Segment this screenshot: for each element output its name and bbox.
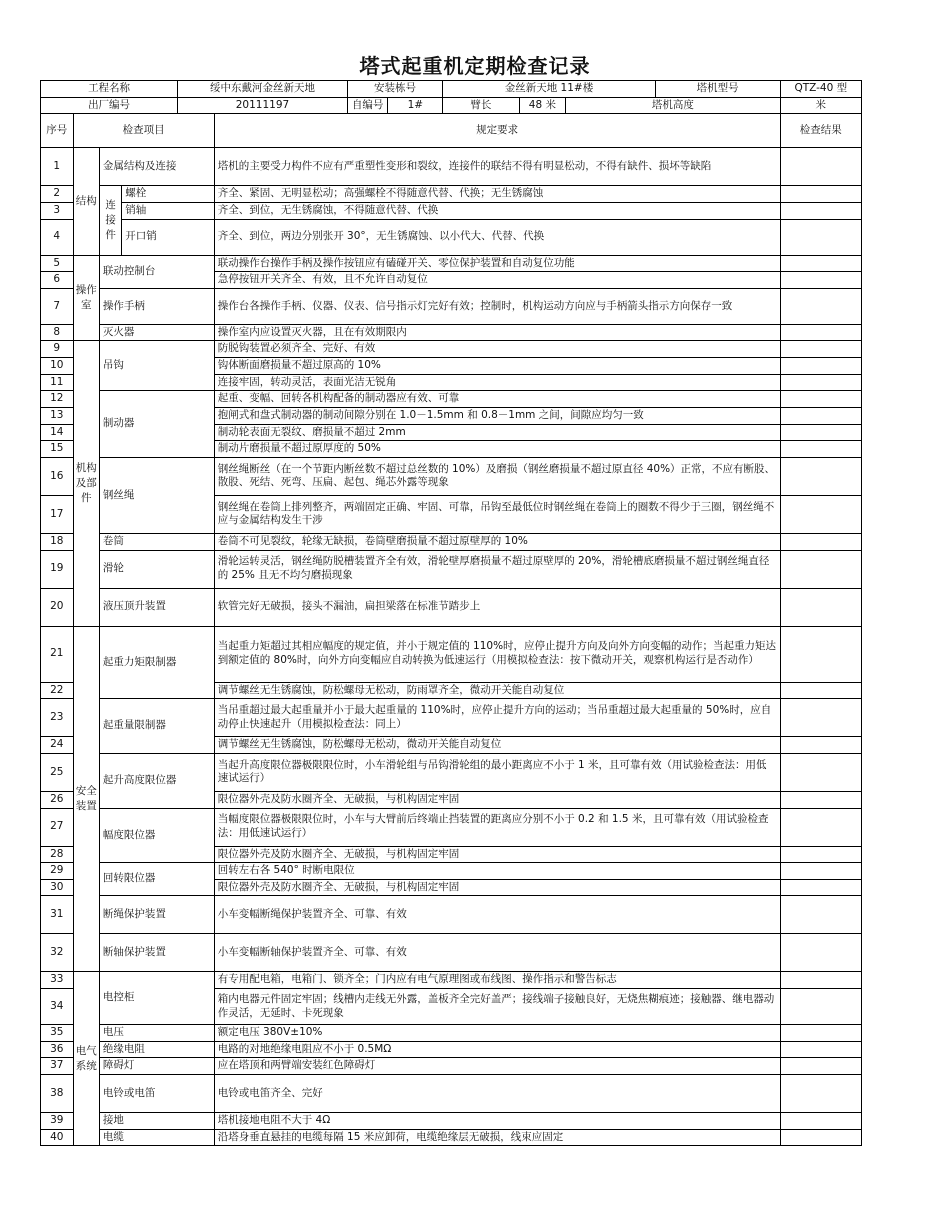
item-cotter: 开口销 bbox=[122, 219, 214, 255]
row-number: 10 bbox=[41, 358, 74, 375]
table-row bbox=[41, 148, 862, 186]
requirement-text: 卷筒不可见裂纹，轮缘无缺损，卷筒壁磨损量不超过原壁厚的 10% bbox=[214, 533, 780, 550]
item-pin: 销轴 bbox=[122, 202, 214, 219]
item-bell: 电铃或电笛 bbox=[99, 1075, 214, 1113]
table-row bbox=[41, 186, 862, 203]
result-cell[interactable] bbox=[780, 219, 861, 255]
requirement-text: 电路的对地绝缘电阻应不小于 0.5MΩ bbox=[214, 1041, 780, 1058]
result-cell[interactable] bbox=[780, 896, 861, 934]
arm-length-label: 臂长 bbox=[443, 97, 519, 114]
requirement-text: 当幅度限位器极限限位时，小车与大臂前后终端止挡装置的距离应分别不小于 0.2 和 1.5 米，且可靠有效（用试验检查法：用低速试运行） bbox=[214, 808, 780, 846]
item-weight-limiter: 起重量限制器 bbox=[99, 699, 214, 754]
row-number: 33 bbox=[41, 972, 74, 989]
row-number: 24 bbox=[41, 737, 74, 754]
row-number: 11 bbox=[41, 374, 74, 391]
table-row bbox=[41, 324, 862, 341]
col-item-header: 检查项目 bbox=[73, 114, 214, 148]
result-cell[interactable] bbox=[780, 341, 861, 358]
item-shaft-break: 断轴保护装置 bbox=[99, 934, 214, 972]
row-number: 18 bbox=[41, 533, 74, 550]
row-number: 2 bbox=[41, 186, 74, 203]
table-row bbox=[41, 972, 862, 989]
row-number: 40 bbox=[41, 1129, 74, 1146]
result-cell[interactable] bbox=[780, 533, 861, 550]
requirement-text: 塔机的主要受力构件不应有严重塑性变形和裂纹，连接件的联结不得有明显松动，不得有缺件、损坏等缺陷 bbox=[214, 148, 780, 186]
item-metal-structure: 金属结构及连接 bbox=[99, 148, 214, 186]
row-number: 8 bbox=[41, 324, 74, 341]
row-number: 35 bbox=[41, 1025, 74, 1042]
requirement-text: 限位器外壳及防水圈齐全、无破损，与机构固定牢固 bbox=[214, 791, 780, 808]
table-row bbox=[41, 1129, 862, 1146]
requirement-text: 限位器外壳及防水圈齐全、无破损，与机构固定牢固 bbox=[214, 879, 780, 896]
result-cell[interactable] bbox=[780, 753, 861, 791]
requirement-text: 操作台各操作手柄、仪器、仪表、信号指示灯完好有效；控制时，机构运动方向应与手柄箭头指示方向保存一致 bbox=[214, 288, 780, 324]
row-number: 20 bbox=[41, 588, 74, 626]
requirement-text: 当起升高度限位器极限限位时，小车滑轮组与吊钩滑轮组的最小距离应不小于 1 米，且可靠有效（用试验检查法：用低速试运行） bbox=[214, 753, 780, 791]
item-rope: 钢丝绳 bbox=[99, 457, 214, 533]
row-number: 28 bbox=[41, 846, 74, 863]
result-cell[interactable] bbox=[780, 391, 861, 408]
table-row bbox=[41, 219, 862, 255]
requirement-text: 钢丝绳断丝（在一个节距内断丝数不超过总丝数的 10%）及磨损（钢丝磨损量不超过原直径 40%）正常，不应有断股、散股、死结、死弯、压扁、起包、绳芯外露等现象 bbox=[214, 457, 780, 495]
requirement-text: 有专用配电箱，电箱门、锁齐全；门内应有电气原理图或布线图、操作指示和警告标志 bbox=[214, 972, 780, 989]
requirement-text: 齐全、到位，两边分别张开 30°，无生锈腐蚀、以小代大、代替、代换 bbox=[214, 219, 780, 255]
item-handle: 操作手柄 bbox=[99, 288, 214, 324]
category-structure: 结构 bbox=[73, 148, 99, 255]
table-row bbox=[41, 699, 862, 737]
result-cell[interactable] bbox=[780, 934, 861, 972]
row-number: 14 bbox=[41, 424, 74, 441]
result-cell[interactable] bbox=[780, 288, 861, 324]
requirement-text: 连接牢固，转动灵活，表面光洁无锐角 bbox=[214, 374, 780, 391]
crane-model-value: QTZ-40 型 bbox=[780, 81, 861, 98]
table-row bbox=[41, 753, 862, 791]
requirement-text: 软管完好无破损，接头不漏油，扁担梁落在标准节踏步上 bbox=[214, 588, 780, 626]
item-bolt: 螺栓 bbox=[122, 186, 214, 203]
row-number: 37 bbox=[41, 1058, 74, 1075]
result-cell[interactable] bbox=[780, 972, 861, 989]
requirement-text: 制动片磨损量不超过原厚度的 50% bbox=[214, 441, 780, 458]
requirement-text: 沿塔身垂直悬挂的电缆每隔 15 米应卸荷，电缆绝缘层无破损，线束应固定 bbox=[214, 1129, 780, 1146]
row-number: 36 bbox=[41, 1041, 74, 1058]
page-title: 塔式起重机定期检查记录 bbox=[359, 54, 591, 78]
result-cell[interactable] bbox=[780, 186, 861, 203]
factory-no-value: 20111197 bbox=[178, 97, 348, 114]
result-cell[interactable] bbox=[780, 324, 861, 341]
item-slew-limiter: 回转限位器 bbox=[99, 863, 214, 896]
item-rope-break: 断绳保护装置 bbox=[99, 896, 214, 934]
requirement-text: 急停按钮开关齐全、有效，且不允许自动复位 bbox=[214, 272, 780, 289]
table-row bbox=[41, 626, 862, 682]
row-number: 32 bbox=[41, 934, 74, 972]
row-number: 19 bbox=[41, 550, 74, 588]
row-number: 26 bbox=[41, 791, 74, 808]
category-electrical: 电气系统 bbox=[73, 972, 99, 1146]
result-cell[interactable] bbox=[780, 588, 861, 626]
requirement-text: 当吊重超过最大起重量并小于最大起重量的 110%时，应停止提升方向的运动；当吊重超过最大起重量的 50%时，应自动停止快速起升（用模拟检查法：同上） bbox=[214, 699, 780, 737]
category-cab: 操作室 bbox=[73, 255, 99, 341]
table-row bbox=[41, 288, 862, 324]
requirement-text: 塔机接地电阻不大于 4Ω bbox=[214, 1113, 780, 1130]
requirement-text: 齐全、到位，无生锈腐蚀，不得随意代替、代换 bbox=[214, 202, 780, 219]
table-row bbox=[41, 550, 862, 588]
column-header-row bbox=[41, 114, 862, 148]
table-row bbox=[41, 457, 862, 495]
crane-height-unit: 米 bbox=[780, 97, 861, 114]
table-row bbox=[41, 934, 862, 972]
building-value: 金丝新天地 11#楼 bbox=[443, 81, 655, 98]
row-number: 30 bbox=[41, 879, 74, 896]
table-row bbox=[41, 1025, 862, 1042]
result-cell[interactable] bbox=[780, 1113, 861, 1130]
table-row bbox=[41, 1113, 862, 1130]
item-voltage: 电压 bbox=[99, 1025, 214, 1042]
result-cell[interactable] bbox=[780, 1058, 861, 1075]
table-row bbox=[41, 1041, 862, 1058]
row-number: 7 bbox=[41, 288, 74, 324]
inspection-table bbox=[40, 80, 862, 1146]
requirement-text: 起重、变幅、回转各机构配备的制动器应有效、可靠 bbox=[214, 391, 780, 408]
result-cell[interactable] bbox=[780, 550, 861, 588]
result-cell[interactable] bbox=[780, 495, 861, 533]
table-row bbox=[41, 391, 862, 408]
requirement-text: 调节螺丝无生锈腐蚀，防松螺母无松动，微动开关能自动复位 bbox=[214, 737, 780, 754]
result-cell[interactable] bbox=[780, 202, 861, 219]
result-cell[interactable] bbox=[780, 358, 861, 375]
item-cabinet: 电控柜 bbox=[99, 972, 214, 1025]
item-moment-limiter: 起重力矩限制器 bbox=[99, 626, 214, 699]
col-result-header: 检查结果 bbox=[780, 114, 861, 148]
requirement-text: 当起重力矩超过其相应幅度的规定值，并小于规定值的 110%时，应停止提升方向及向外方向变幅的动作；当起重力矩达到额定值的 80%时，向外方向变幅应自动转换为低速运行（用模拟检查法：按下微动开关，观察机构运行是否动作） bbox=[214, 626, 780, 682]
row-number: 5 bbox=[41, 255, 74, 272]
item-pulley: 滑轮 bbox=[99, 550, 214, 588]
result-cell[interactable] bbox=[780, 408, 861, 425]
table-row bbox=[41, 341, 862, 358]
result-cell[interactable] bbox=[780, 682, 861, 699]
category-connection: 连接件 bbox=[99, 186, 121, 255]
requirement-text: 调节螺丝无生锈腐蚀，防松螺母无松动，防雨罩齐全，微动开关能自动复位 bbox=[214, 682, 780, 699]
table-row bbox=[41, 588, 862, 626]
row-number: 17 bbox=[41, 495, 74, 533]
table-row bbox=[41, 1075, 862, 1113]
result-cell[interactable] bbox=[780, 626, 861, 682]
table-row bbox=[41, 255, 862, 272]
result-cell[interactable] bbox=[780, 863, 861, 880]
requirement-text: 滑轮运转灵活，钢丝绳防脱槽装置齐全有效，滑轮壁厚磨损量不超过原壁厚的 20%，滑轮槽底磨损量不超过钢丝绳直径的 25% 且无不均匀磨损现象 bbox=[214, 550, 780, 588]
table-row bbox=[41, 808, 862, 846]
result-cell[interactable] bbox=[780, 1041, 861, 1058]
item-obstacle-light: 障碍灯 bbox=[99, 1058, 214, 1075]
requirement-text: 联动操作台操作手柄及操作按钮应有磕碰开关、零位保护装置和自动复位功能 bbox=[214, 255, 780, 272]
result-cell[interactable] bbox=[780, 148, 861, 186]
result-cell[interactable] bbox=[780, 1075, 861, 1113]
table-row bbox=[41, 533, 862, 550]
item-hydraulic: 液压顶升装置 bbox=[99, 588, 214, 626]
col-seq-header: 序号 bbox=[41, 114, 74, 148]
requirement-text: 箱内电器元件固定牢固；线槽内走线无外露，盖板齐全完好盖严；接线端子接触良好，无烧焦糊痕迹；接触器、继电器动作灵活，无延时、卡死现象 bbox=[214, 989, 780, 1025]
table-row bbox=[41, 1058, 862, 1075]
result-cell[interactable] bbox=[780, 272, 861, 289]
row-number: 15 bbox=[41, 441, 74, 458]
item-range-limiter: 幅度限位器 bbox=[99, 808, 214, 863]
result-cell[interactable] bbox=[780, 791, 861, 808]
row-number: 39 bbox=[41, 1113, 74, 1130]
item-cable: 电缆 bbox=[99, 1129, 214, 1146]
item-height-limiter: 起升高度限位器 bbox=[99, 753, 214, 808]
crane-height-label: 塔机高度 bbox=[566, 97, 780, 114]
item-joystick-table: 联动控制台 bbox=[99, 255, 214, 288]
requirement-text: 限位器外壳及防水圈齐全、无破损，与机构固定牢固 bbox=[214, 846, 780, 863]
header-row-1 bbox=[41, 81, 862, 98]
self-no-value: 1# bbox=[388, 97, 443, 114]
requirement-text: 应在塔顶和两臂端安装红色障碍灯 bbox=[214, 1058, 780, 1075]
row-number: 4 bbox=[41, 219, 74, 255]
table-row bbox=[41, 202, 862, 219]
requirement-text: 钩体断面磨损量不超过原高的 10% bbox=[214, 358, 780, 375]
requirement-text: 制动轮表面无裂纹、磨损量不超过 2mm bbox=[214, 424, 780, 441]
row-number: 9 bbox=[41, 341, 74, 358]
row-number: 21 bbox=[41, 626, 74, 682]
result-cell[interactable] bbox=[780, 457, 861, 495]
item-hook: 吊钩 bbox=[99, 341, 214, 391]
row-number: 38 bbox=[41, 1075, 74, 1113]
row-number: 12 bbox=[41, 391, 74, 408]
header-row-2 bbox=[41, 97, 862, 114]
row-number: 23 bbox=[41, 699, 74, 737]
requirement-text: 齐全、紧固、无明显松动；高强螺栓不得随意代替、代换；无生锈腐蚀 bbox=[214, 186, 780, 203]
project-name-label: 工程名称 bbox=[41, 81, 178, 98]
result-cell[interactable] bbox=[780, 808, 861, 846]
category-safety: 安全装置 bbox=[73, 626, 99, 972]
row-number: 3 bbox=[41, 202, 74, 219]
result-cell[interactable] bbox=[780, 989, 861, 1025]
requirement-text: 操作室内应设置灭火器，且在有效期限内 bbox=[214, 324, 780, 341]
requirement-text: 小车变幅断轴保护装置齐全、可靠、有效 bbox=[214, 934, 780, 972]
result-cell[interactable] bbox=[780, 699, 861, 737]
row-number: 31 bbox=[41, 896, 74, 934]
row-number: 27 bbox=[41, 808, 74, 846]
project-name-value: 绥中东戴河金丝新天地 bbox=[178, 81, 348, 98]
requirement-text: 电铃或电笛齐全、完好 bbox=[214, 1075, 780, 1113]
building-label: 安装栋号 bbox=[347, 81, 443, 98]
result-cell[interactable] bbox=[780, 1129, 861, 1146]
requirement-text: 钢丝绳在卷筒上排列整齐，两端固定正确、牢固、可靠，吊钩至最低位时钢丝绳在卷筒上的圈数不得少于三圈，钢丝绳不应与金属结构发生干涉 bbox=[214, 495, 780, 533]
arm-length-value: 48 米 bbox=[519, 97, 566, 114]
row-number: 25 bbox=[41, 753, 74, 791]
requirement-text: 小车变幅断绳保护装置齐全、可靠、有效 bbox=[214, 896, 780, 934]
result-cell[interactable] bbox=[780, 374, 861, 391]
table-row bbox=[41, 863, 862, 880]
factory-no-label: 出厂编号 bbox=[41, 97, 178, 114]
row-number: 6 bbox=[41, 272, 74, 289]
requirement-text: 抱闸式和盘式制动器的制动间隙分别在 1.0－1.5mm 和 0.8－1mm 之间，间隙应均匀一致 bbox=[214, 408, 780, 425]
item-extinguisher: 灭火器 bbox=[99, 324, 214, 341]
result-cell[interactable] bbox=[780, 846, 861, 863]
self-no-label: 自编号 bbox=[347, 97, 388, 114]
row-number: 1 bbox=[41, 148, 74, 186]
category-mechanism: 机构及部件 bbox=[73, 341, 99, 626]
row-number: 34 bbox=[41, 989, 74, 1025]
requirement-text: 额定电压 380V±10% bbox=[214, 1025, 780, 1042]
row-number: 13 bbox=[41, 408, 74, 425]
result-cell[interactable] bbox=[780, 737, 861, 754]
crane-model-label: 塔机型号 bbox=[655, 81, 780, 98]
result-cell[interactable] bbox=[780, 255, 861, 272]
item-brake: 制动器 bbox=[99, 391, 214, 458]
item-drum: 卷筒 bbox=[99, 533, 214, 550]
row-number: 29 bbox=[41, 863, 74, 880]
item-insulation: 绝缘电阻 bbox=[99, 1041, 214, 1058]
table-row bbox=[41, 896, 862, 934]
result-cell[interactable] bbox=[780, 441, 861, 458]
row-number: 16 bbox=[41, 457, 74, 495]
result-cell[interactable] bbox=[780, 1025, 861, 1042]
requirement-text: 回转左右各 540° 时断电限位 bbox=[214, 863, 780, 880]
result-cell[interactable] bbox=[780, 424, 861, 441]
col-requirement-header: 规定要求 bbox=[214, 114, 780, 148]
requirement-text: 防脱钩装置必须齐全、完好、有效 bbox=[214, 341, 780, 358]
result-cell[interactable] bbox=[780, 879, 861, 896]
item-ground: 接地 bbox=[99, 1113, 214, 1130]
row-number: 22 bbox=[41, 682, 74, 699]
